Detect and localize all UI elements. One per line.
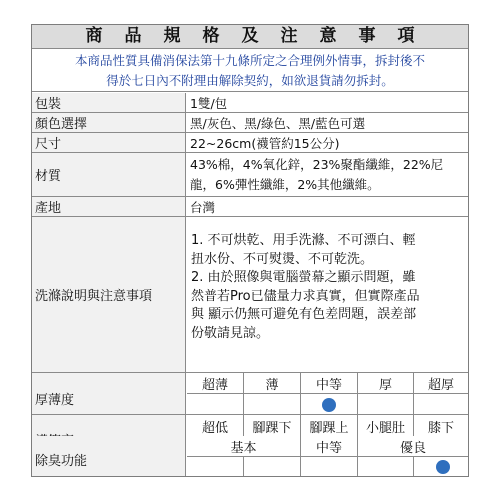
spec-label: 洗滌說明與注意事項: [32, 217, 186, 372]
rating-label: 厚薄度: [32, 373, 186, 414]
scale-slot: [187, 394, 244, 415]
scale-option: 腳踝下: [244, 415, 301, 437]
spec-value: [187, 153, 468, 196]
spec-row-color: [32, 113, 468, 133]
spec-sheet: [31, 24, 469, 477]
scale-option: 中等: [301, 436, 358, 456]
rating-row-deodorant-box: [31, 436, 469, 477]
spec-row-washing: [32, 217, 468, 373]
spec-label: 顏色選擇: [32, 113, 186, 132]
spec-label: 產地: [32, 197, 186, 216]
material-line-1: 43%棉，4%氧化鋅，23%聚酯纖維，22%尼: [190, 156, 444, 172]
scale-option: 薄: [244, 373, 301, 393]
spec-row-size: [32, 133, 468, 153]
scale-option: 優良: [399, 440, 426, 456]
scale-slot: [301, 457, 358, 476]
scale-option: 膝下: [427, 420, 454, 436]
selected-level-dot: [436, 460, 450, 474]
scale-option: 厚: [358, 373, 414, 393]
deodorant-scale: [187, 436, 468, 476]
material-line-2: 龍，6%彈性纖維，2%其他纖維。: [190, 176, 380, 192]
thickness-scale: [187, 373, 468, 414]
washing-line: 2. 由於照像與電腦螢幕之顯示問題，雖: [191, 270, 416, 285]
spec-label: 尺寸: [32, 133, 186, 152]
rating-row-thickness: [32, 373, 468, 415]
scale-slot: [244, 457, 301, 476]
washing-line: 與 顯示仍無可避免有色差問題，誤差部: [191, 307, 417, 322]
washing-line: 1. 不可烘乾、用手洗滌、不可漂白、輕: [191, 233, 416, 248]
notice-line-1: 本商品性質具備消保法第十九條所定之合理例外情事，拆封後不: [74, 53, 425, 68]
page-title: 商品規格及注意事項: [85, 26, 437, 46]
washing-line: 份敬請見諒。: [191, 325, 270, 341]
spec-value: 1雙/包: [190, 95, 228, 111]
return-policy-notice: [32, 49, 468, 92]
spec-row-origin: [32, 197, 468, 217]
spec-label: 材質: [32, 153, 186, 196]
spec-row-material: [32, 153, 468, 197]
scale-option: 腳踝上: [301, 415, 358, 437]
spec-value: 台灣: [190, 199, 216, 215]
scale-option: 超低: [187, 415, 244, 437]
spec-value: 黑/灰色、黑/綠色、黑/藍色可選: [190, 115, 366, 131]
washing-line: 扭水份、不可熨燙、不可乾洗。: [191, 251, 374, 267]
washing-instructions: [188, 217, 468, 372]
scale-slot: [358, 394, 414, 415]
scale-option: 基本: [187, 436, 301, 456]
title-bar: [32, 25, 468, 49]
scale-slot: [244, 394, 301, 415]
selected-level-dot: [322, 398, 336, 412]
spec-value: 22~26cm(襪管約15公分): [190, 135, 340, 151]
washing-line: 然普若Pro已儘量力求真實，但實際產品: [191, 288, 420, 304]
notice-line-2: 得於七日內不附理由解除契約，如欲退貨請勿拆封。: [106, 73, 394, 88]
spec-row-packaging: [32, 93, 468, 113]
spec-label: 包裝: [32, 93, 186, 112]
scale-option: 超薄: [187, 373, 244, 393]
scale-option: 超厚: [427, 377, 454, 393]
rating-label: 除臭功能: [32, 436, 186, 476]
scale-slot: [187, 457, 244, 476]
scale-option: 小腿肚: [358, 415, 414, 437]
scale-slot: [358, 457, 414, 476]
scale-option: 中等: [301, 373, 358, 393]
